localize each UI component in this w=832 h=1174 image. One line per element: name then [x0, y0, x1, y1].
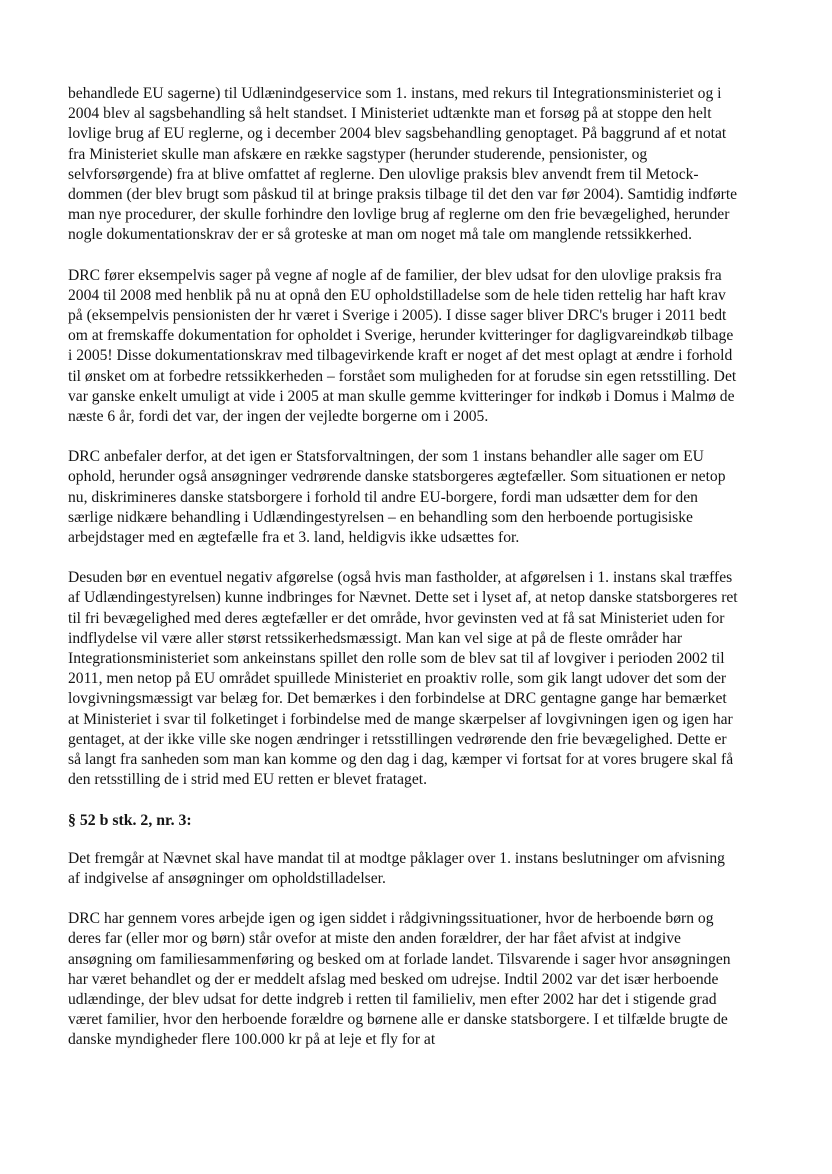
section-heading: § 52 b stk. 2, nr. 3:: [68, 811, 192, 829]
paragraph-drc-cases: DRC fører eksempelvis sager på vegne af nogle af de familier, der blev udsat for den ulovlige praksis fra 2004 til 2008 med henblik på nu at opnå den EU opholdstilladelse som de hele tiden rettelig har haft krav på (eksempelvis pensionisten der hr været i Sverige i 2005). I disse sager bliver DRC's bruger i 2011 bedt om at fremskaffe dokumentation for opholdet i Sverige, herunder kvitteringer for dagligvareindkøb tilbage i 2005! Disse dokumentationskrav med tilbagevirkende kraft er noget af det mest oplagt at ændre i forhold til ønsket om at forbedre retssikkerheden – forstået som muligheden for at forudse sin egen retsstilling. Det var ganske enkelt umuligt at vide i 2005 at man skulle gemme kvitteringer for indkøb i Domus i Malmø de næste 6 år, fordi det var, der ingen der vejledte borgerne om i 2005.: [68, 266, 737, 426]
document-body: [68, 84, 740, 1071]
paragraph-ministry-eu-practice: behandlede EU sagerne) til Udlænindgeservice som 1. instans, med rekurs til Integrationsministeriet og i 2004 blev al sagsbehandling så helt standset. I Ministeriet udtænkte man et forsøg på at stoppe den helt lovlige brug af EU reglerne, og i december 2004 blev sagsbehandling genoptaget. På baggrund af et notat fra Ministeriet skulle man afskære en række sagstyper (herunder studerende, pensionister, og selvforsørgende) fra at blive omfattet af reglerne. Den ulovlige praksis blev anvendt frem til Metock-dommen (der blev brugt som påskud til at bringe praksis tilbage til det den var før 2004). Samtidig indførte man nye procedurer, der skulle forhindre den lovlige brug af reglerne om den frie bevægelighed, herunder nogle dokumentationskrav der er så groteske at man om noget må tale om manglende retssikkerhed.: [68, 85, 738, 244]
paragraph-family-reunification: DRC har gennem vores arbejde igen og igen siddet i rådgivningssituationer, hvor de herboende børn og deres far (eller mor og børn) står ovefor at miste den anden forældrer, der har fået afvist at indgive ansøgning om familiesammenføring og besked om at forlade landet. Tilsvarende i sager hvor ansøgningen har været behandlet og der er meddelt afslag med besked om udrejse. Indtil 2002 var det især herboende udlændinge, der blev udsat for dette indgreb i retten til familieliv, men efter 2002 har det i stigende grad været familier, hvor den herboende forældre og børnene alle er danske statsborgere. I et tilfælde brugte de danske myndigheder flere 100.000 kr på at leje et fly for at: [68, 910, 731, 1049]
paragraph-appeal-to-board: Desuden bør en eventuel negativ afgørelse (også hvis man fastholder, at afgørelsen i 1. instans skal træffes af Udlændingestyrelsen) kunne indbringes for Nævnet. Dette set i lyset af, at netop danske statsborgeres ret til fri bevægelighed med deres ægtefæller er det område, hvor gevinsten ved at få sat Ministeriet uden for indflydelse vil være aller størst retssikerhedsmæssigt. Man kan vel sige at på de fleste områder har Integrationsministeriet som ankeinstans spillet den rolle som de blev sat til af lovgiver i perioden 2002 til 2011, men netop på EU området spuillede Ministeriet en proaktiv rolle, som gik langt udover det som der lovgivningsmæssigt var belæg for. Det bemærkes i den forbindelse at DRC gentagne gange har bemærket at Ministeriet i svar til folketinget i forbindelse med de mange skærpelser af lovgivningen igen og igen har gentaget, at der ikke ville ske nogen ændringer i retsstillingen vedrørende den frie bevægelighed. Dette er så langt fra sanheden som man kan komme og den dag i dag, kæmper vi fortsat for at vores brugere skal få den retsstilling de i strid med EU retten er blevet frataget.: [68, 569, 738, 789]
paragraph-board-mandate: Det fremgår at Nævnet skal have mandat til at modtge påklager over 1. instans beslutninger om afvisning af indgivelse af ansøgninger om opholdstilladelser.: [68, 849, 725, 887]
paragraph-drc-recommendation: DRC anbefaler derfor, at det igen er Statsforvaltningen, der som 1 instans behandler alle sager om EU ophold, herunder også ansøgninger vedrørende danske statsborgeres ægtefæller. Som situationen er netop nu, diskrimineres danske statsborgere i forhold til andre EU-borgere, fordi man udsætter dem for den særlige nidkære behandling i Udlændingestyrelsen – en behandling som den herboende portugisiske arbejdstager med en ægtefælle fra et 3. land, heldigvis ikke udsættes for.: [68, 448, 726, 547]
